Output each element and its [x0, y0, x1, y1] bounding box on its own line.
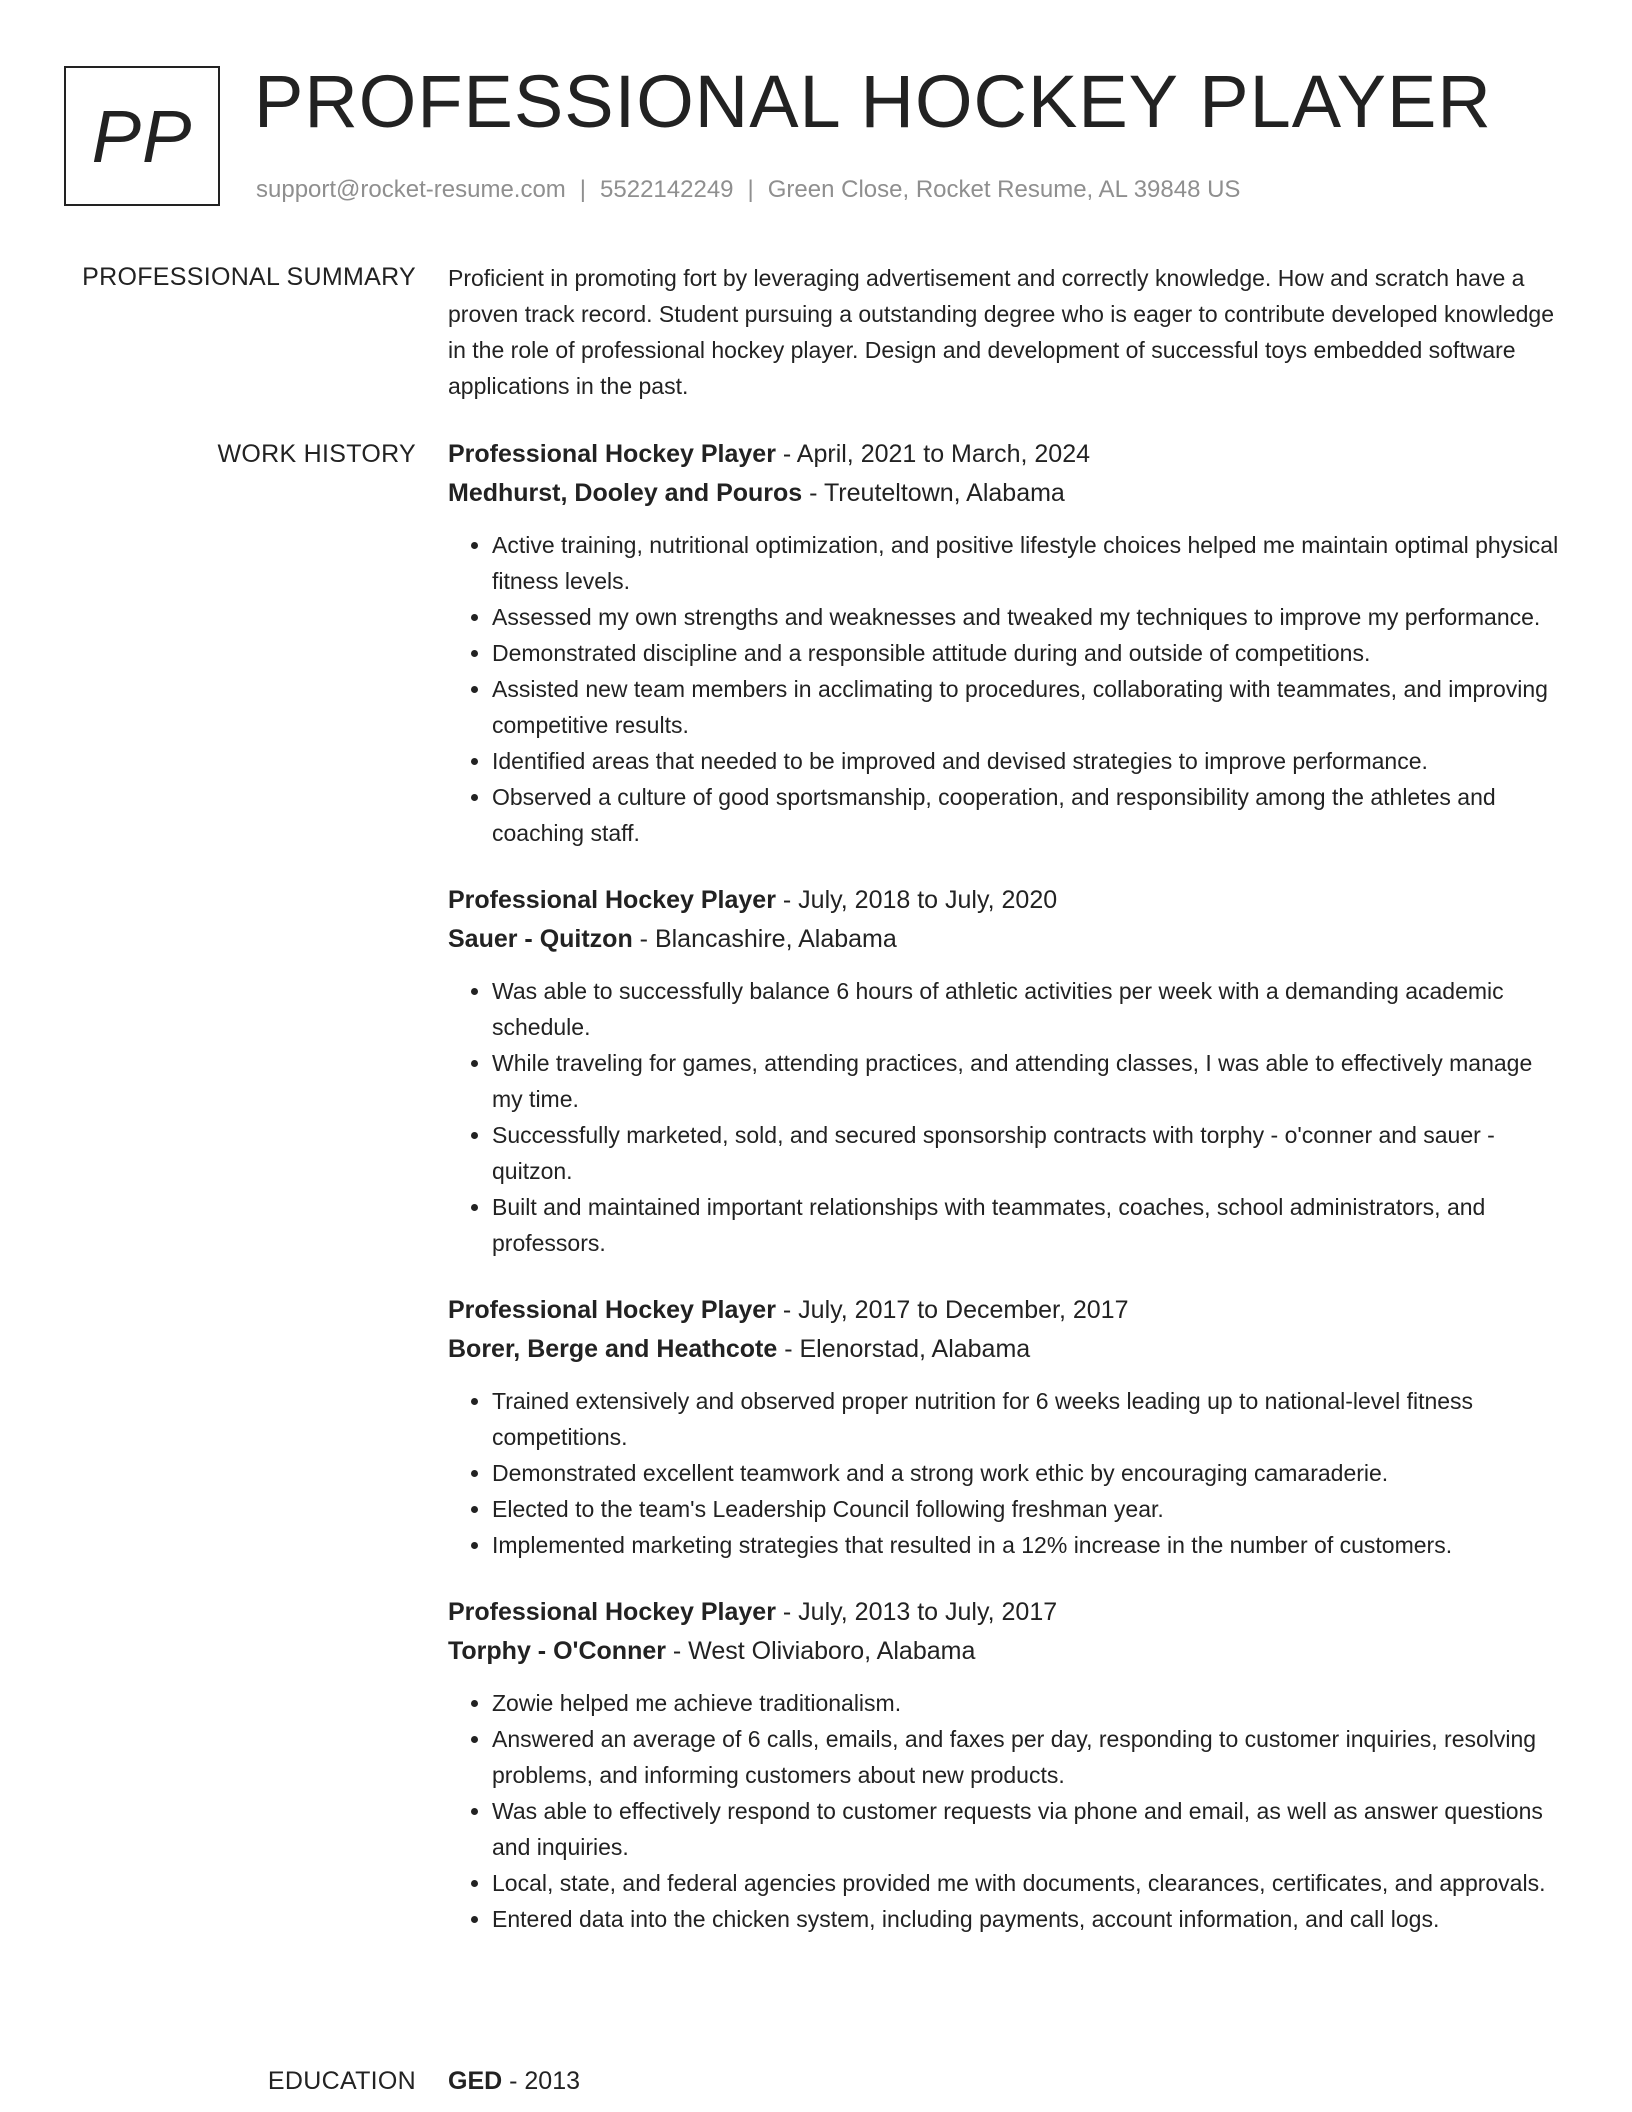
job-entry — [448, 1593, 1564, 1937]
job-title-line — [448, 1291, 1564, 1330]
list-item: • Zowie helped me achieve traditionalism. — [492, 1685, 1564, 1721]
monogram-logo: PP — [64, 66, 220, 206]
job-dates: - April, 2021 to March, 2024 — [775, 440, 1091, 468]
job-location: - Treuteltown, Alabama — [802, 479, 1065, 507]
job-company-line — [448, 474, 1564, 513]
job-company: Medhurst, Dooley and Pouros — [448, 479, 803, 507]
job-dates: - July, 2017 to December, 2017 — [775, 1296, 1129, 1324]
contact-line — [256, 174, 1240, 206]
job-bullets — [448, 1383, 1564, 1563]
job-entry — [448, 881, 1564, 1261]
work-history-body — [448, 435, 1564, 1967]
job-location: - Blancashire, Alabama — [632, 925, 897, 953]
education-body — [448, 2062, 1564, 2101]
job-bullets — [448, 527, 1564, 851]
list-item: • Identified areas that needed to be improved and devised strategies to improve performance. — [492, 743, 1564, 779]
job-title: Professional Hockey Player — [448, 886, 776, 914]
contact-phone[interactable]: 5522142249 — [600, 176, 734, 203]
job-entry — [448, 1291, 1564, 1563]
section-heading-education: EDUCATION — [267, 2067, 416, 2095]
summary-body — [448, 260, 1564, 404]
list-item: • Implemented marketing strategies that resulted in a 12% increase in the number of customers. — [492, 1527, 1564, 1563]
education-degree-line — [448, 2062, 1564, 2101]
job-company-line — [448, 1330, 1564, 1369]
list-item: • Demonstrated excellent teamwork and a strong work ethic by encouraging camaraderie. — [492, 1455, 1564, 1491]
contact-address: Green Close, Rocket Resume, AL 39848 US — [767, 176, 1241, 203]
job-company-line — [448, 1632, 1564, 1671]
summary-text: Proficient in promoting fort by leveraging advertisement and correctly knowledge. How and scratch have a proven track record. Student pursuing a outstanding degree who is eager to contribute developed knowledge in the role of professional hockey player. Design and development of successful toys embedded software applications in the past. — [448, 265, 1554, 399]
job-dates: - July, 2013 to July, 2017 — [775, 1598, 1058, 1626]
job-entry — [448, 435, 1564, 851]
page-title: PROFESSIONAL HOCKEY PLAYER — [254, 60, 1492, 143]
job-location: - Elenorstad, Alabama — [777, 1335, 1031, 1363]
section-heading-work-history: WORK HISTORY — [217, 440, 416, 468]
job-title-line — [448, 1593, 1564, 1632]
job-dates: - July, 2018 to July, 2020 — [775, 886, 1058, 914]
job-bullets — [448, 1685, 1564, 1937]
job-location: - West Oliviaboro, Alabama — [665, 1637, 976, 1665]
education-degree: GED — [448, 2067, 503, 2095]
list-item: • Answered an average of 6 calls, emails, and faxes per day, responding to customer inquiries, resolving problems, and informing customers about new products. — [492, 1721, 1564, 1793]
list-item: • Elected to the team's Leadership Council following freshman year. — [492, 1491, 1564, 1527]
job-company: Borer, Berge and Heathcote — [448, 1335, 778, 1363]
job-title-line — [448, 881, 1564, 920]
list-item: • Was able to effectively respond to customer requests via phone and email, as well as answer questions and inquiries. — [492, 1793, 1564, 1865]
job-title-line — [448, 435, 1564, 474]
list-item: • Trained extensively and observed proper nutrition for 6 weeks leading up to national-level fitness competitions. — [492, 1383, 1564, 1455]
job-company-line — [448, 920, 1564, 959]
job-title: Professional Hockey Player — [448, 1598, 776, 1626]
job-bullets — [448, 973, 1564, 1261]
list-item: • Local, state, and federal agencies provided me with documents, clearances, certificates, and approvals. — [492, 1865, 1564, 1901]
contact-separator: | — [579, 176, 587, 203]
list-item: • While traveling for games, attending practices, and attending classes, I was able to effectively manage my time. — [492, 1045, 1564, 1117]
section-heading-summary: PROFESSIONAL SUMMARY — [82, 263, 416, 291]
job-title: Professional Hockey Player — [448, 440, 776, 468]
list-item: • Assisted new team members in acclimating to procedures, collaborating with teammates, and improving competitive results. — [492, 671, 1564, 743]
job-company: Torphy - O'Conner — [448, 1637, 666, 1665]
contact-email[interactable]: support@rocket-resume.com — [256, 176, 566, 203]
education-year: - 2013 — [502, 2067, 581, 2095]
list-item: • Was able to successfully balance 6 hours of athletic activities per week with a demanding academic schedule. — [492, 973, 1564, 1045]
list-item: • Assessed my own strengths and weaknesses and tweaked my techniques to improve my performance. — [492, 599, 1564, 635]
job-company: Sauer - Quitzon — [448, 925, 633, 953]
list-item: • Built and maintained important relationships with teammates, coaches, school administrators, and professors. — [492, 1189, 1564, 1261]
contact-separator: | — [747, 176, 754, 203]
job-title: Professional Hockey Player — [448, 1296, 776, 1324]
list-item: • Observed a culture of good sportsmanship, cooperation, and responsibility among the athletes and coaching staff. — [492, 779, 1564, 851]
list-item: • Successfully marketed, sold, and secured sponsorship contracts with torphy - o'conner and sauer - quitzon. — [492, 1117, 1564, 1189]
list-item: • Active training, nutritional optimization, and positive lifestyle choices helped me maintain optimal physical fitness levels. — [492, 527, 1564, 599]
list-item: • Entered data into the chicken system, including payments, account information, and call logs. — [492, 1901, 1564, 1937]
list-item: • Demonstrated discipline and a responsible attitude during and outside of competitions. — [492, 635, 1564, 671]
